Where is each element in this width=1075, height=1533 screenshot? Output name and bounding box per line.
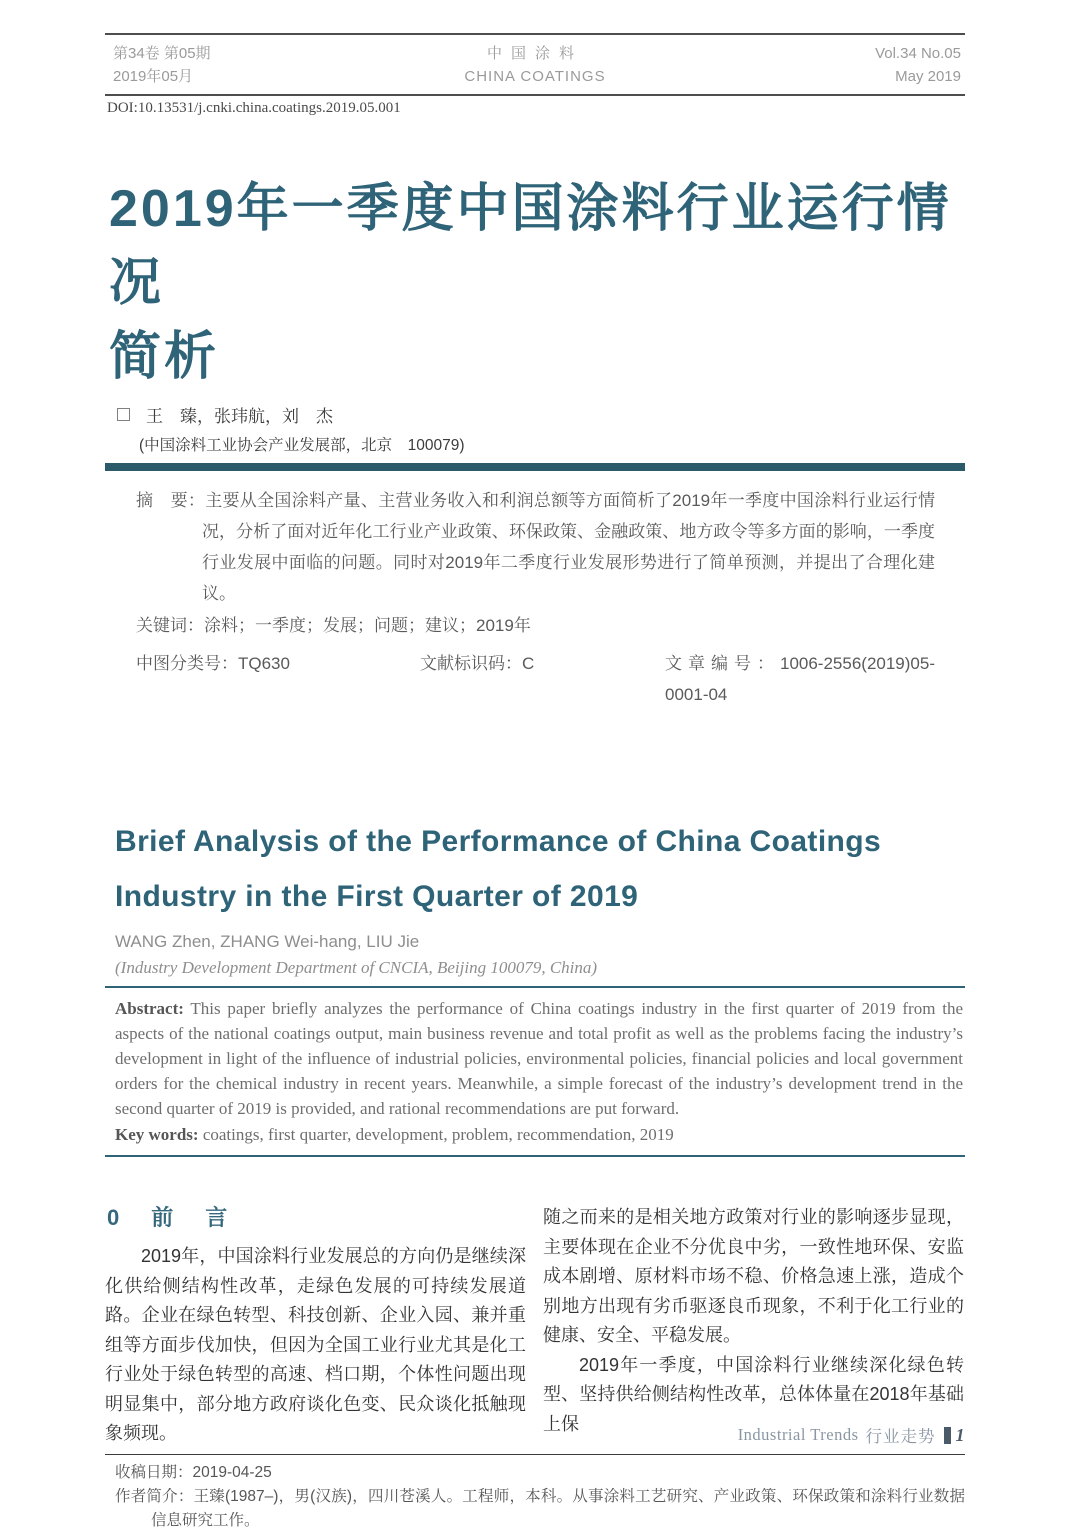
- footer-bar-icon: [944, 1427, 951, 1444]
- authors-row: [105, 402, 965, 427]
- body-column-left: [105, 1203, 526, 1449]
- article-title-cn-line1: 2019年一季度中国涂料行业运行情况: [109, 180, 952, 312]
- journal-name-cn: 中国涂料: [486, 45, 583, 62]
- masthead-volume-issue-cn: [105, 42, 389, 88]
- page-number: 1: [955, 1424, 965, 1445]
- author-square-icon: [117, 408, 130, 421]
- body-column-right: [543, 1203, 964, 1449]
- date-en: May 2019: [895, 68, 961, 85]
- author-bio-line: [115, 1485, 965, 1533]
- date-cn: 2019年05月: [113, 68, 194, 85]
- abstract-en: [115, 996, 963, 1121]
- footer-section-cn: 行业走势: [865, 1427, 936, 1446]
- masthead-volume-issue-en: [681, 42, 965, 88]
- abstract-text-cn: 主要从全国涂料产量、主营业务收入和利润总额等方面简析了2019年一季度中国涂料行业运行情况，分析了面对近年化工行业产业政策、环保政策、金融政策、地方政令等多方面的影响，一季度行业发展中面临的问题。同时对2019年二季度行业发展形势进行了简单预测，并提出了合理化建议。: [202, 491, 935, 603]
- article-id-label: 文章编号：: [665, 654, 780, 673]
- page-footer: [738, 1423, 965, 1447]
- abstract-rule-bottom: [105, 1155, 965, 1157]
- affiliation-cn: (中国涂料工业协会产业发展部，北京 100079): [139, 437, 465, 454]
- abstract-rule-top: [105, 986, 965, 988]
- clc-number: [136, 648, 420, 710]
- volume-issue-en: Vol.34 No.05: [875, 45, 961, 62]
- article-title-en-line1: Brief Analysis of the Performance of China Coatings: [115, 825, 882, 858]
- journal-name-en: CHINA COATINGS: [464, 68, 606, 85]
- keywords-text-en: coatings, first quarter, development, problem, recommendation, 2019: [198, 1125, 674, 1144]
- received-date-label: 收稿日期：: [115, 1463, 193, 1481]
- article-title-en-line2: Industry in the First Quarter of 2019: [115, 880, 639, 913]
- article-block-en: [105, 814, 965, 1157]
- section-heading-0: 0 前 言: [107, 1205, 233, 1230]
- received-date-line: [115, 1461, 965, 1485]
- body-paragraph-left: 2019年，中国涂料行业发展总的方向仍是继续深化供给侧结构性改革，走绿色发展的可持续发展道路。企业在绿色转型、科技创新、企业入园、兼并重组等方面步伐加快，但因为全国工业行业尤其是化工行业处于绿色转型的高速、档口期，个体性问题出现明显集中，部分地方政府谈化色变、民众谈化抵触现象频现。: [105, 1246, 526, 1443]
- volume-issue-cn: 第34卷 第05期: [113, 45, 211, 62]
- abstract-block-cn: [136, 485, 935, 710]
- article-body: [105, 1203, 965, 1449]
- document-code-label: 文献标识码：: [420, 654, 522, 673]
- article-title-cn: [105, 172, 965, 394]
- body-paragraph-right-2: 2019年一季度，中国涂料行业继续深化绿色转型、坚持供给侧结构性改革，总体体量在2018年基础上保: [543, 1354, 964, 1434]
- received-date-value: 2019-04-25: [192, 1463, 272, 1481]
- keywords-cn: [136, 610, 935, 641]
- footnotes: [105, 1455, 965, 1533]
- body-paragraph-right-1: 随之而来的是相关地方政策对行业的影响逐步显现，主要体现在企业不分优良中劣，一致性地环保、安监成本剧增、原材料市场不稳、价格急速上涨，造成个别地方出现有劣币驱逐良币现象，不利于化工行业的健康、安全、平稳发展。: [543, 1207, 964, 1345]
- document-code-value: C: [522, 654, 535, 673]
- keywords-label-cn: 关键词：: [136, 616, 204, 635]
- journal-masthead: [105, 33, 965, 96]
- abstract-label-cn: 摘 要：: [136, 491, 206, 510]
- abstract-block-en: [105, 996, 965, 1147]
- section-divider-bar: [105, 463, 965, 471]
- authors-en: WANG Zhen, ZHANG Wei-hang, LIU Jie: [115, 932, 420, 951]
- abstract-text-en: This paper briefly analyzes the performance of China coatings industry in the first quarter of 2019 from the aspects of the national coatings output, main business revenue and total profit as well as the problems facing the industry’s development in light of the influence of industrial policies, environmental policies, financial policies and local government orders for the chemical industry in recent years. Meanwhile, a simple forecast of the industry’s development trend in the second quarter of 2019 is provided, and rational recommendations are put forward.: [115, 999, 963, 1118]
- article-id: [665, 648, 935, 710]
- abstract-label-en: Abstract:: [115, 999, 184, 1018]
- keywords-en: [115, 1122, 963, 1147]
- article-title-en: [105, 814, 965, 924]
- authors-cn: 王 臻，张玮航，刘 杰: [146, 407, 333, 426]
- article-title-cn-line2: 简析: [109, 328, 220, 386]
- footer-section-en: Industrial Trends: [737, 1425, 859, 1444]
- clc-label: 中图分类号：: [136, 654, 238, 673]
- author-bio-text: 王臻(1987–)，男(汉族)，四川苍溪人。工程师，本科。从事涂料工艺研究、产业政策、环保政策和涂料行业数据信息研究工作。: [151, 1487, 965, 1529]
- masthead-journal-name: [389, 42, 681, 88]
- abstract-cn: [136, 485, 935, 609]
- classification-row: [136, 648, 935, 710]
- clc-value: TQ630: [238, 654, 290, 673]
- document-code: [420, 648, 665, 710]
- journal-page: [0, 33, 1075, 1529]
- article-id-value: 1006-2556(2019)05-0001-04: [665, 654, 935, 704]
- doi-line: DOI:10.13531/j.cnki.china.coatings.2019.05.001: [107, 100, 401, 116]
- keywords-label-en: Key words:: [115, 1125, 199, 1144]
- affiliation-en: (Industry Development Department of CNCIA, Beijing 100079, China): [115, 958, 598, 977]
- author-bio-label: 作者简介：: [115, 1487, 194, 1505]
- keywords-text-cn: 涂料；一季度；发展；问题；建议；2019年: [204, 616, 531, 635]
